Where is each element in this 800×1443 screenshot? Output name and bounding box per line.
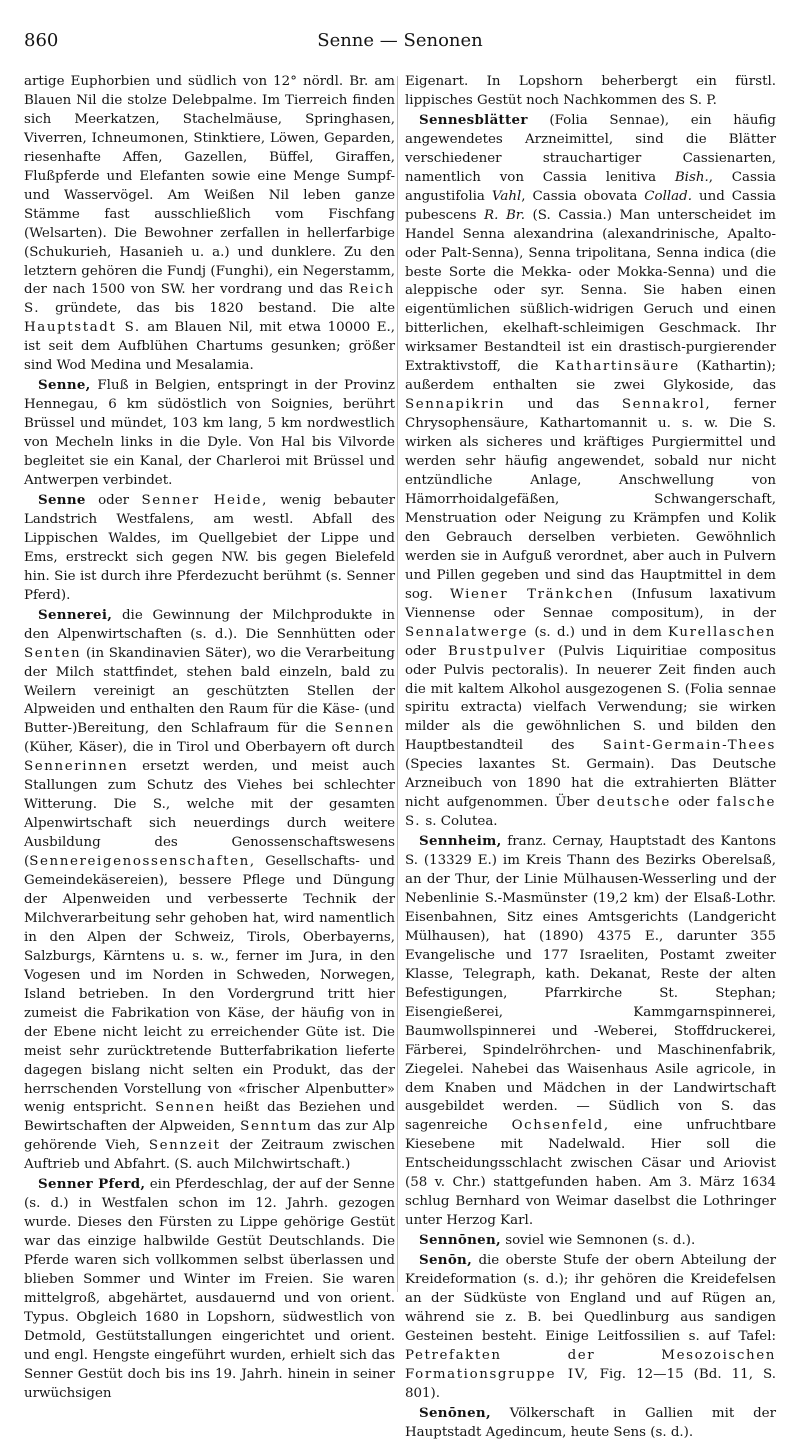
entry-senne-river: Senne, Fluß in Belgien, entspringt in der Provinz Hennegau, 6 km südöstlich von Soignies, berührt Brüssel und mündet, 103 km lang, 5 km nordwestlich von Mecheln links in die Dyle. Von Hal bis Vilvorde begleitet sie ein Kanal, der Charleroi mit Brüssel und Antwerpen verbindet. xyxy=(24,377,395,489)
entry-headword: Senner Pferd, xyxy=(38,1176,146,1193)
right-column xyxy=(405,73,776,1443)
entry-headword: Sennōnen, xyxy=(419,1232,501,1249)
entry-headword: Sennesblätter xyxy=(419,111,528,128)
entry-senon: Senōn, die oberste Stufe der obern Abteilung der Kreideformation (s. d.); ihr gehören die Kreidefelsen an der Südküste von England und auf Rügen an, während sie z. B. bei Quedlinburg aus sandigen Gesteinen besteht. Einige Leitfossilien s. auf Tafel: Petrefakten der Mesozoischen Formationsgruppe IV, Fig. 12—15 (Bd. 11, S. 801). xyxy=(405,1252,776,1401)
entry-sennheim: Sennheim, franz. Cernay, Hauptstadt des Kantons S. (13329 E.) im Kreis Thann des Bezirks Oberelsaß, an der Thur, der Linie Mülhausen-Wesserling und der Nebenlinie S.-Masmünster (19,2 km) der Elsaß-Lothr. Eisenbahnen, Sitz eines Amtsgerichts (Landgericht Mülhausen), hat (1890) 4375 E., darunter 355 Evangelische und 177 Israeliten, Postamt zweiter Klasse, Telegraph, kath. Dekanat, Reste der alten Befestigungen, Pfarrkirche St. Stephan; Eisengießerei, Kammgarnspinnerei, Baumwollspinnerei und -Weberei, Stoffdruckerei, Färberei, Spindelröhrchen- und Maschinenfabrik, Ziegelei. Nahebei das Waisenhaus Asile agricole, in dem Knaben und Mädchen in der Landwirtschaft ausgebildet werden. — Südlich von S. das sagenreiche Ochsenfeld, eine unfruchtbare Kiesebene mit Nadelwald. Hier soll die Entscheidungsschlacht zwischen Cäsar und Ariovist (58 v. Chr.) stattgefunden haben. Am 3. März 1634 schlug Bernhard von Weimar daselbst die Lothringer unter Herzog Karl. xyxy=(405,833,776,1229)
page-header xyxy=(24,30,776,64)
entry-senonen: Senōnen, Völkerschaft in Gallien mit der Hauptstadt Agedincum, heute Sens (s. d.). xyxy=(405,1404,776,1440)
entry-sennonen: Sennōnen, soviel wie Semnonen (s. d.). xyxy=(419,1232,696,1249)
entry-sennerei: Sennerei, die Gewinnung der Milchprodukte in den Alpenwirtschaften (s. d.). Die Sennhütten oder Senten (in Skandinavien Säter), wo die Verarbeitung der Milch stattfindet, stehen bald einzeln, bald zu Weilern vereinigt an geschützten Stellen der Alpweiden und enthalten den Raum für die Käse- (und Butter-)Bereitung, den Schlafraum für die Sennen (Küher, Käser), die in Tirol und Oberbayern oft durch Sennerinnen ersetzt werden, und meist auch Stallungen zum Schutz des Viehes bei schlechter Witterung. Die S., welche mit der gesamten Alpenwirtschaft sich neuerdings durch weitere Ausbildung des Genossenschaftswesens (Sennereigenossenschaften, Gesellschafts- und Gemeindekäsereien), bessere Pflege und Düngung der Alpenweiden und verbesserte Technik der Milchverarbeitung sehr gehoben hat, wird namentlich in den Alpen der Schweiz, Tirols, Oberbayerns, Salzburgs, Kärntens u. s. w., ferner im Jura, in den Vogesen und im Norden in Schweden, Norwegen, Island betrieben. In den Vordergrund tritt hier zumeist die Fabrikation von Käse, der häufig von in der Ebene nicht leicht zu erreichender Güte ist. Die meist sehr zurücktretende Butterfabrikation lieferte dagegen bislang nicht selten ein Produkt, das der herrschenden Vorstellung von «frischer Alpenbutter» wenig entspricht. Sennen heißt das Beziehen und Bewirtschaften der Alpweiden, Senntum das zur Alp gehörende Vieh, Sennzeit der Zeitraum zwischen Auftrieb und Abfahrt. (S. auch Milchwirtschaft.) xyxy=(24,606,396,1173)
entry-headword: Sennheim, xyxy=(419,833,502,850)
entry-headword: Senōnen, xyxy=(419,1404,491,1421)
entry-headword: Sennerei, xyxy=(38,606,113,623)
continued-paragraph: artige Euphorbien und südlich von 12° nördl. Br. am Blauen Nil die stolze Delebpalme. Im Tierreich finden sich Meerkatzen, Stachelmäuse, Springhasen, Viverren, Ichneumonen, Stinktiere, Löwen, Geparden, riesenhafte Affen, Gazellen, Büffel, Giraffen, Flußpferde und Elefanten sowie eine Menge Sumpf- und Wasservögel. Am Weißen Nil leben ganze Stämme fast ausschließlich vom Fischfang (Welsarten). Die Bewohner zerfallen in hellerfarbige (Schukurieh, Hasanieh u. a.) und dunklere. Zu den letztern gehören die Fundj (Funghi), ein Negerstamm, der nach 1500 von SW. her vordrang und das Reich S. gründete, das bis 1820 bestand. Die alte Hauptstadt S. am Blauen Nil, mit etwa 10000 E., ist seit dem Aufblühen Chartums gesunken; größer sind Wod Medina und Mesalamia. xyxy=(24,74,396,374)
entry-senner-pferd: Senner Pferd, ein Pferdeschlag, der auf der Senne (s. d.) in Westfalen schon im 12. Jahrh. gezogen wurde. Dieses den Fürsten zu Lippe gehörige Gestüt war das einzige halbwilde Gestüt Deutschlands. Die Pferde waren sich vollkommen selbst überlassen und blieben Sommer und Winter im Freien. Sie waren mittelgroß, abgehärtet, ausdauernd und von orient. Typus. Obgleich 1680 in Lopshorn, südwestlich von Detmold, Gestütstallungen eingerichtet und orient. und engl. Hengste eingeführt wurden, erhielt sich das Senner Gestüt doch bis ins 19. Jahrh. hinein in seiner urwüchsigen xyxy=(24,1176,395,1401)
entry-headword: Senne xyxy=(38,491,86,508)
continued-paragraph: Eigenart. In Lopshorn beherbergt ein fürstl. lippisches Gestüt noch Nachkommen des S. P. xyxy=(405,74,776,108)
left-column xyxy=(24,73,395,1404)
page-number: 860 xyxy=(24,30,59,51)
entry-senne-heide: Senne oder Senner Heide, wenig bebauter Landstrich Westfalens, am westl. Abfall des Lippischen Waldes, im Quellgebiet der Lippe und Ems, erstreckt sich gegen NW. bis gegen Bielefeld hin. Sie ist durch ihre Pferdezucht berühmt (s. Senner Pferd). xyxy=(24,491,395,603)
entry-headword: Senne, xyxy=(38,377,91,394)
column-divider xyxy=(397,76,398,1292)
entry-sennesblaetter: Sennesblätter (Folia Sennae), ein häufig angewendetes Arzneimittel, sind die Blätter verschiedener strauchartiger Cassienarten, namentlich von Cassia lenitiva Bish., Cassia angustifolia Vahl, Cassia obovata Collad. und Cassia pubescens R. Br. (S. Cassia.) Man unterscheidet im Handel Senna alexandrina (alexandrinische, Apalto- oder Palt-Senna), Senna tripolitana, Senna indica (die beste Sorte die Mekka- oder Mokka-Senna) und die aleppische oder syr. Senna. Sie haben einen eigentümlichen süßlich-widrigen Geruch und einen bitterlichen, ekelhaft-schleimigen Geschmack. Ihr wirksamer Bestandteil ist ein drastisch-purgierender Extraktivstoff, die Kathartinsäure (Kathartin); außerdem enthalten sie zwei Glykoside, das Sennapikrin und das Sennakrol, ferner Chrysophensäure, Kathartomannit u. s. w. Die S. wirken als sicheres und kräftiges Purgiermittel und werden sehr häufig angewendet, sobald nur nicht entzündliche Anlage, Anschwellung von Hämorrhoidalgefäßen, Schwangerschaft, Menstruation oder Neigung zu Krämpfen und Kolik den Gebrauch derselben verbieten. Gewöhnlich werden sie in Aufguß verordnet, aber auch in Pulvern und Pillen gegeben und sind das Hauptmittel in dem sog. Wiener Tränkchen (Infusum laxativum Viennense oder Sennae compositum), in der Sennalatwerge (s. d.) und in dem Kurellaschen oder Brustpulver (Pulvis Liquiritiae compositus oder Pulvis pectoralis). In neuerer Zeit finden auch die mit kaltem Alkohol ausgezogenen S. (Folia sennae spiritu extracta) vielfach Verwendung; sie wirken milder als die gewöhnlichen S. und bilden den Hauptbestandteil des Saint-Germain-Thees (Species laxantes St. Germain). Das Deutsche Arzneibuch von 1890 hat die extrahierten Blätter nicht aufgenommen. Über deutsche oder falsche S. s. Colutea. xyxy=(405,111,777,830)
running-title: Senne — Senonen xyxy=(317,30,483,51)
entry-headword: Senōn, xyxy=(419,1252,473,1269)
